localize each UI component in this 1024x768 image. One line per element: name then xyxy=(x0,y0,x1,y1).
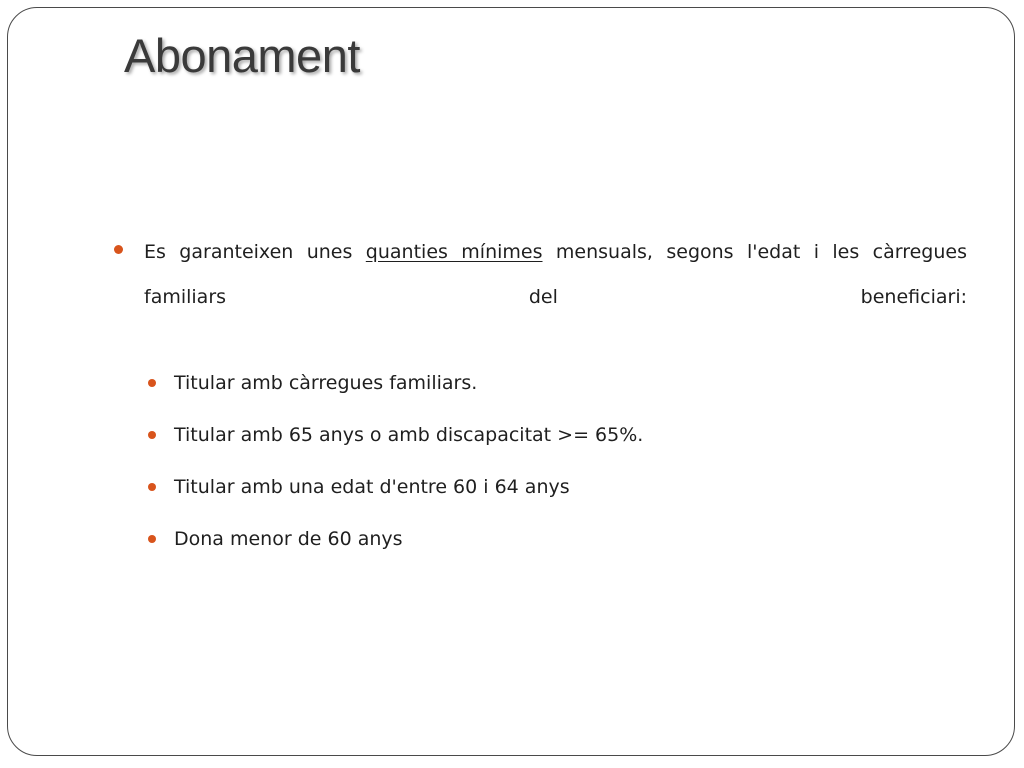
sub-bullet-text: Dona menor de 60 anys xyxy=(174,528,403,550)
sub-bullet-text: Titular amb 65 anys o amb discapacitat >= 65%. xyxy=(174,424,644,446)
bullet-dot-icon xyxy=(148,379,156,387)
sub-bullet-item xyxy=(112,422,967,448)
sub-bullet-text: Titular amb càrregues familiars. xyxy=(174,372,478,394)
main-bullet-underlined-text: quanties mínimes xyxy=(365,241,543,263)
bullet-dot-icon xyxy=(148,431,156,439)
bullet-dot-icon xyxy=(148,483,156,491)
sub-bullet-item xyxy=(112,370,967,396)
main-bullet-text-start: Es garanteixen unes xyxy=(144,241,366,263)
slide-content xyxy=(112,230,967,578)
sub-bullet-item xyxy=(112,526,967,552)
main-bullet-text-end: mensuals, segons l'edat i les càrregues familiars del beneficiari: xyxy=(144,241,967,308)
bullet-dot-icon xyxy=(148,535,156,543)
sub-bullet-list xyxy=(112,370,967,552)
sub-bullet-item xyxy=(112,474,967,500)
sub-bullet-text: Titular amb una edat d'entre 60 i 64 anys xyxy=(174,476,570,498)
main-bullet xyxy=(112,230,967,365)
slide-title: Abonament xyxy=(124,29,360,82)
bullet-dot-icon xyxy=(114,245,123,254)
